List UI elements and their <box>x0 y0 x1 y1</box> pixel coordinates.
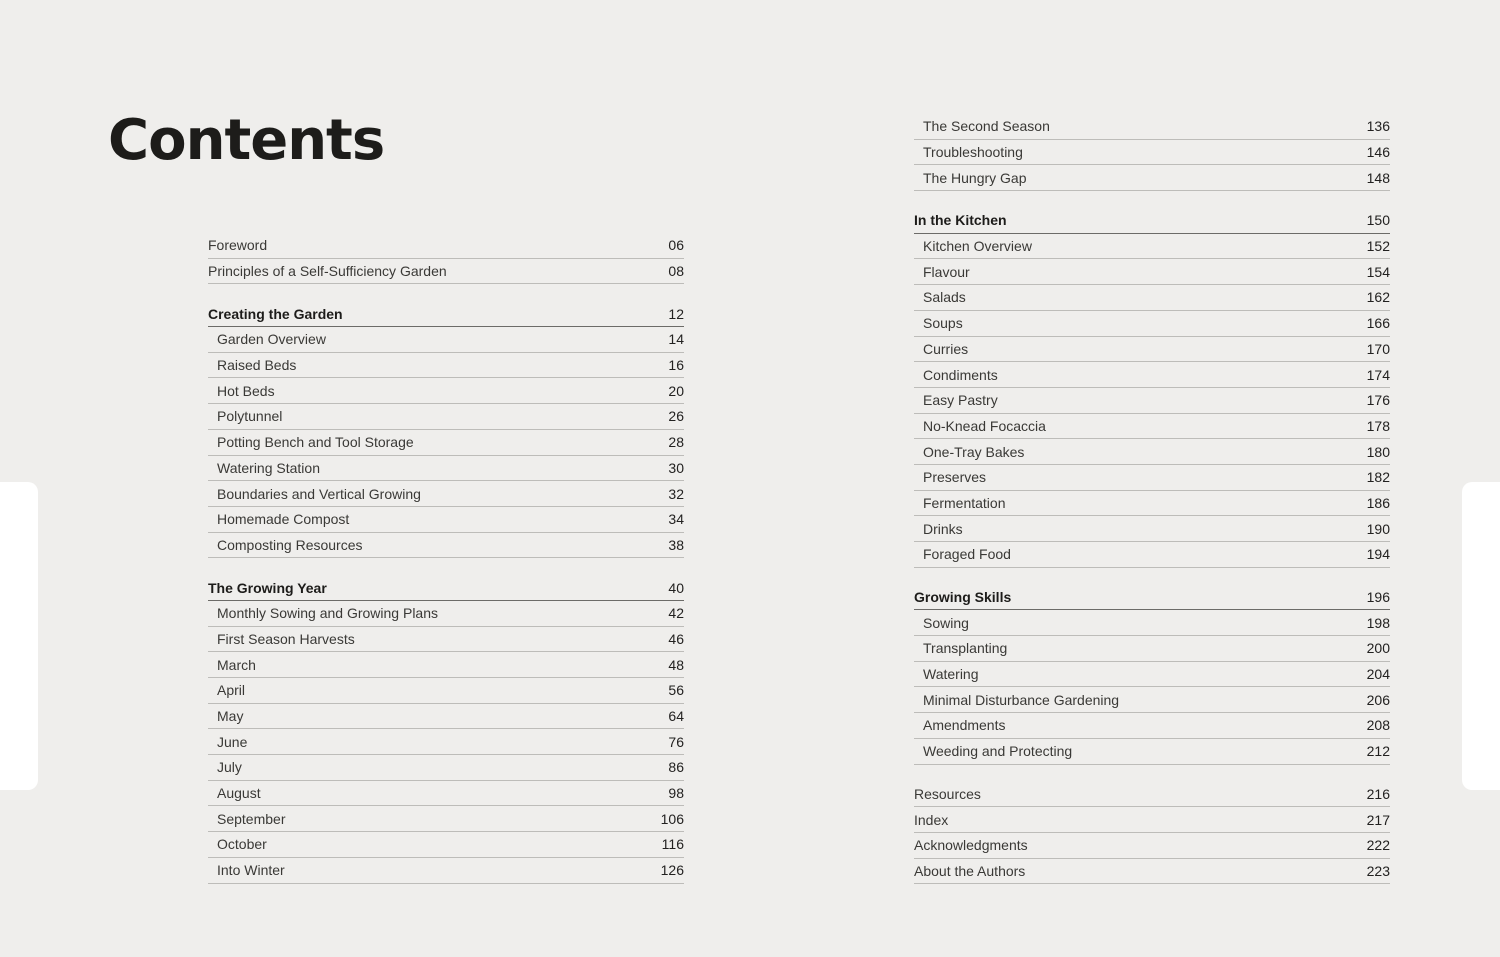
toc-entry-october[interactable] <box>208 832 684 858</box>
toc-entry-label: The Hungry Gap <box>923 169 1027 186</box>
toc-entry-garden-overview[interactable] <box>208 327 684 353</box>
toc-entry-label: Principles of a Self-Sufficiency Garden <box>208 263 447 280</box>
toc-page-number: 76 <box>668 733 684 750</box>
toc-entry-watering[interactable] <box>914 662 1390 688</box>
toc-page-number: 136 <box>1366 118 1390 135</box>
toc-page-number: 12 <box>668 305 684 322</box>
toc-entry-label: Troubleshooting <box>923 144 1023 161</box>
toc-page-number: 174 <box>1366 366 1390 383</box>
toc-page-number: 216 <box>1366 785 1390 802</box>
toc-entry-transplanting[interactable] <box>914 636 1390 662</box>
toc-page-number: 40 <box>668 579 684 596</box>
toc-page-number: 08 <box>668 263 684 280</box>
toc-entry-fermentation[interactable] <box>914 491 1390 517</box>
toc-entry-soups[interactable] <box>914 311 1390 337</box>
toc-page-number: 48 <box>668 656 684 673</box>
toc-page-number: 206 <box>1366 691 1390 708</box>
toc-page-number: 150 <box>1366 212 1390 229</box>
toc-page-number: 32 <box>668 485 684 502</box>
toc-entry-label: Flavour <box>923 263 970 280</box>
toc-entry-index[interactable] <box>914 807 1390 833</box>
toc-section-heading-growing-skills[interactable] <box>914 585 1390 611</box>
toc-entry-resources[interactable] <box>914 782 1390 808</box>
toc-page-number: 200 <box>1366 640 1390 657</box>
toc-entry-foraged-food[interactable] <box>914 542 1390 568</box>
toc-page-number: 176 <box>1366 392 1390 409</box>
toc-page-number: 182 <box>1366 469 1390 486</box>
toc-section <box>914 782 1390 885</box>
toc-entry-june[interactable] <box>208 729 684 755</box>
toc-entry-label: Preserves <box>923 469 987 486</box>
toc-page-number: 46 <box>668 630 684 647</box>
toc-page-number: 154 <box>1366 263 1390 280</box>
toc-page-number: 56 <box>668 682 684 699</box>
toc-page-number: 14 <box>668 331 684 348</box>
toc-entry-amendments[interactable] <box>914 713 1390 739</box>
toc-entry-label: Amendments <box>923 717 1006 734</box>
toc-section-heading-creating-the-garden[interactable] <box>208 301 684 327</box>
toc-section <box>914 585 1390 765</box>
toc-entry-label: Index <box>914 811 949 828</box>
toc-entry-label: April <box>217 682 246 699</box>
toc-left-column <box>208 233 684 901</box>
toc-page-number: 180 <box>1366 443 1390 460</box>
toc-entry-the-second-season[interactable] <box>914 114 1390 140</box>
toc-page-number: 217 <box>1366 811 1390 828</box>
toc-entry-label: September <box>217 810 286 827</box>
toc-entry-label: Foraged Food <box>923 546 1011 563</box>
toc-entry-april[interactable] <box>208 678 684 704</box>
toc-entry-into-winter[interactable] <box>208 858 684 884</box>
right-page-edge <box>1462 482 1500 790</box>
toc-entry-march[interactable] <box>208 652 684 678</box>
toc-entry-watering-station[interactable] <box>208 456 684 482</box>
toc-entry-homemade-compost[interactable] <box>208 507 684 533</box>
toc-entry-hot-beds[interactable] <box>208 378 684 404</box>
toc-page-number: 126 <box>660 862 684 879</box>
toc-entry-label: Monthly Sowing and Growing Plans <box>217 605 439 622</box>
toc-page-number: 166 <box>1366 315 1390 332</box>
toc-page-number: 34 <box>668 511 684 528</box>
toc-entry-kitchen-overview[interactable] <box>914 234 1390 260</box>
toc-entry-label: In the Kitchen <box>914 212 1007 229</box>
toc-entry-the-hungry-gap[interactable] <box>914 165 1390 191</box>
toc-entry-label: Hot Beds <box>217 382 275 399</box>
toc-entry-label: Salads <box>923 289 966 306</box>
toc-page-number: 178 <box>1366 417 1390 434</box>
toc-entry-label: August <box>217 785 261 802</box>
page-title: Contents <box>108 108 385 173</box>
toc-entry-label: Acknowledgments <box>914 837 1028 854</box>
toc-page-number: 42 <box>668 605 684 622</box>
toc-section <box>208 233 684 284</box>
toc-entry-acknowledgments[interactable] <box>914 833 1390 859</box>
toc-page-number: 148 <box>1366 169 1390 186</box>
toc-entry-label: Watering <box>923 666 979 683</box>
toc-entry-label: Minimal Disturbance Gardening <box>923 691 1120 708</box>
toc-section <box>914 208 1390 568</box>
toc-entry-label: Garden Overview <box>217 331 326 348</box>
toc-entry-label: Transplanting <box>923 640 1008 657</box>
toc-page-number: 212 <box>1366 743 1390 760</box>
toc-entry-label: July <box>217 759 242 776</box>
toc-section-heading-in-the-kitchen[interactable] <box>914 208 1390 234</box>
toc-entry-may[interactable] <box>208 704 684 730</box>
toc-page-number: 186 <box>1366 494 1390 511</box>
toc-entry-label: Soups <box>923 315 963 332</box>
toc-entry-sowing[interactable] <box>914 610 1390 636</box>
toc-page-number: 86 <box>668 759 684 776</box>
toc-entry-salads[interactable] <box>914 285 1390 311</box>
toc-page-number: 38 <box>668 536 684 553</box>
toc-entry-label: Sowing <box>923 614 969 631</box>
toc-entry-composting-resources[interactable] <box>208 533 684 559</box>
toc-entry-label: Foreword <box>208 237 268 254</box>
toc-page-number: 116 <box>661 836 684 853</box>
toc-page-number: 16 <box>668 357 684 374</box>
toc-entry-principles-of-a-self-sufficiency-garden[interactable] <box>208 259 684 285</box>
toc-entry-flavour[interactable] <box>914 259 1390 285</box>
toc-entry-label: The Second Season <box>923 118 1050 135</box>
toc-entry-first-season-harvests[interactable] <box>208 627 684 653</box>
toc-entry-no-knead-focaccia[interactable] <box>914 414 1390 440</box>
toc-entry-drinks[interactable] <box>914 516 1390 542</box>
toc-page-number: 222 <box>1366 837 1390 854</box>
toc-entry-condiments[interactable] <box>914 362 1390 388</box>
toc-entry-label: Fermentation <box>923 494 1006 511</box>
toc-entry-troubleshooting[interactable] <box>914 140 1390 166</box>
toc-page-number: 162 <box>1366 289 1390 306</box>
toc-entry-label: No-Knead Focaccia <box>923 417 1046 434</box>
toc-page-number: 146 <box>1366 144 1390 161</box>
toc-entry-label: Homemade Compost <box>217 511 350 528</box>
toc-entry-label: Condiments <box>923 366 998 383</box>
toc-entry-label: Weeding and Protecting <box>923 743 1073 760</box>
toc-section <box>208 301 684 558</box>
toc-entry-raised-beds[interactable] <box>208 353 684 379</box>
toc-page-number: 30 <box>668 459 684 476</box>
toc-page-number: 223 <box>1366 862 1390 879</box>
toc-entry-label: Into Winter <box>217 862 285 879</box>
toc-entry-weeding-and-protecting[interactable] <box>914 739 1390 765</box>
toc-page-number: 196 <box>1366 589 1390 606</box>
toc-entry-label: The Growing Year <box>208 579 327 596</box>
toc-entry-easy-pastry[interactable] <box>914 388 1390 414</box>
toc-entry-label: One-Tray Bakes <box>923 443 1025 460</box>
toc-entry-label: First Season Harvests <box>217 630 355 647</box>
toc-entry-monthly-sowing-and-growing-plans[interactable] <box>208 601 684 627</box>
toc-page-number: 98 <box>668 785 684 802</box>
toc-entry-label: Resources <box>914 785 981 802</box>
toc-page-number: 204 <box>1366 666 1390 683</box>
toc-page-number: 28 <box>668 434 684 451</box>
toc-entry-july[interactable] <box>208 755 684 781</box>
toc-entry-curries[interactable] <box>914 337 1390 363</box>
toc-entry-label: Kitchen Overview <box>923 238 1032 255</box>
toc-page-number: 170 <box>1366 340 1390 357</box>
toc-entry-label: March <box>217 656 256 673</box>
toc-entry-september[interactable] <box>208 806 684 832</box>
toc-page-number: 198 <box>1366 614 1390 631</box>
toc-entry-foreword[interactable] <box>208 233 684 259</box>
toc-entry-label: Easy Pastry <box>923 392 998 409</box>
toc-entry-polytunnel[interactable] <box>208 404 684 430</box>
toc-entry-boundaries-and-vertical-growing[interactable] <box>208 481 684 507</box>
toc-page-number: 64 <box>668 708 684 725</box>
toc-entry-label: About the Authors <box>914 862 1026 879</box>
toc-right-column <box>914 114 1390 901</box>
toc-entry-about-the-authors[interactable] <box>914 859 1390 885</box>
toc-entry-label: Creating the Garden <box>208 305 343 322</box>
toc-page-number: 26 <box>668 408 684 425</box>
toc-section-heading-the-growing-year[interactable] <box>208 575 684 601</box>
toc-page-number: 190 <box>1366 520 1390 537</box>
toc-entry-minimal-disturbance-gardening[interactable] <box>914 687 1390 713</box>
toc-page-number: 194 <box>1366 546 1390 563</box>
toc-entry-potting-bench-and-tool-storage[interactable] <box>208 430 684 456</box>
toc-entry-label: Growing Skills <box>914 589 1012 606</box>
toc-entry-label: Composting Resources <box>217 536 363 553</box>
toc-section <box>914 114 1390 191</box>
toc-entry-label: October <box>217 836 267 853</box>
toc-page-number: 106 <box>660 810 684 827</box>
toc-entry-one-tray-bakes[interactable] <box>914 439 1390 465</box>
toc-page-number: 20 <box>668 382 684 399</box>
toc-page-number: 208 <box>1366 717 1390 734</box>
toc-entry-label: May <box>217 708 244 725</box>
toc-entry-label: Curries <box>923 340 969 357</box>
toc-entry-label: Boundaries and Vertical Growing <box>217 485 421 502</box>
toc-entry-preserves[interactable] <box>914 465 1390 491</box>
toc-entry-label: Polytunnel <box>217 408 283 425</box>
toc-page-number: 152 <box>1366 238 1390 255</box>
toc-entry-label: Drinks <box>923 520 963 537</box>
toc-entry-label: Watering Station <box>217 459 320 476</box>
toc-entry-label: Raised Beds <box>217 357 297 374</box>
toc-entry-label: June <box>217 733 248 750</box>
left-page-edge <box>0 482 38 790</box>
toc-page-number: 06 <box>668 237 684 254</box>
toc-section <box>208 575 684 883</box>
toc-entry-august[interactable] <box>208 781 684 807</box>
toc-entry-label: Potting Bench and Tool Storage <box>217 434 414 451</box>
